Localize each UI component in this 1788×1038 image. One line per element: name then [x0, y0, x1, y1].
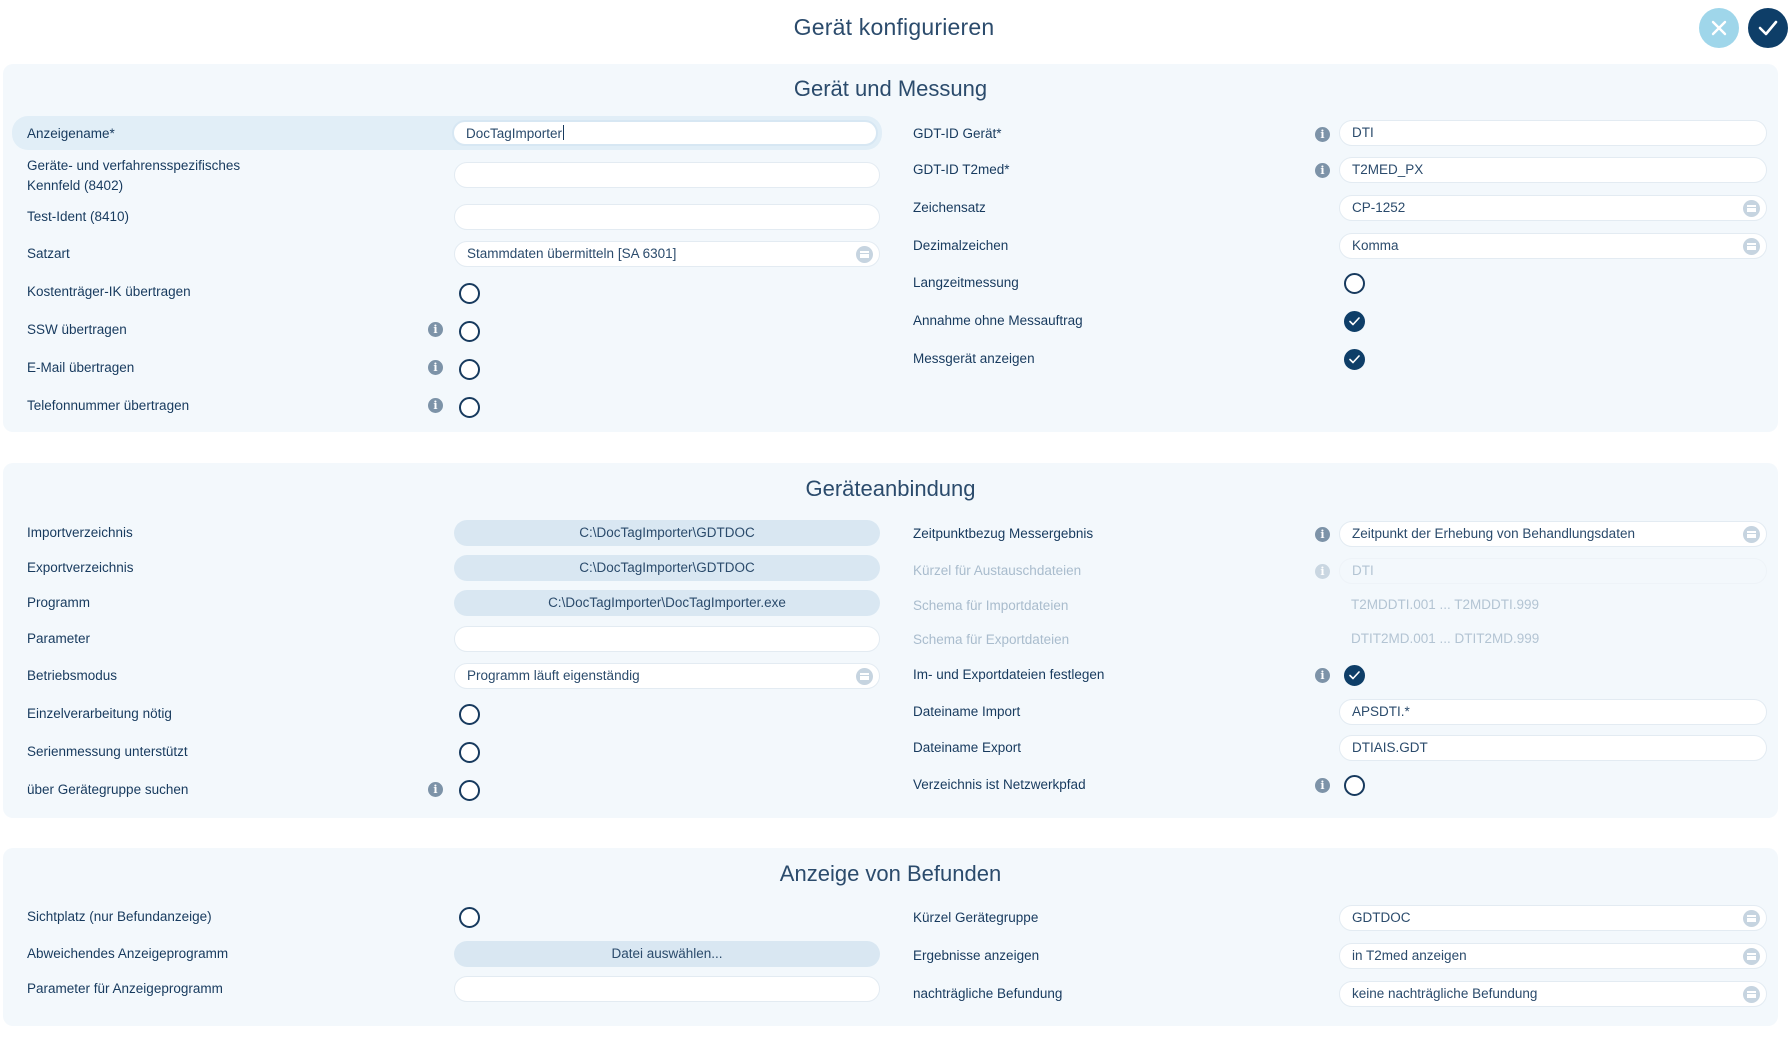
kostentraeger-checkbox[interactable] — [459, 283, 480, 304]
langzeit-checkbox[interactable] — [1344, 273, 1365, 294]
dezimalzeichen-label: Dezimalzeichen — [913, 238, 1009, 253]
einzelverarbeitung-checkbox[interactable] — [459, 704, 480, 725]
importverzeichnis-button[interactable]: C:\DocTagImporter\GDTDOC — [454, 520, 880, 546]
parameter-anzeige-input[interactable] — [454, 976, 880, 1002]
ergebnisse-select[interactable] — [1339, 943, 1767, 969]
dateiname-export-input[interactable]: DTIAIS.GDT — [1339, 735, 1767, 761]
ergebnisse-value: in T2med anzeigen — [1352, 948, 1467, 963]
email-checkbox[interactable] — [459, 359, 480, 380]
confirm-button[interactable] — [1748, 8, 1788, 48]
betriebsmodus-value: Programm läuft eigenständig — [467, 668, 640, 683]
datei-auswaehlen-button[interactable]: Datei auswählen... — [454, 941, 880, 967]
section-title: Anzeige von Befunden — [779, 861, 1002, 886]
checkmark-icon — [1349, 671, 1360, 680]
info-icon[interactable]: i — [428, 322, 443, 337]
gdt-geraet-label: GDT-ID Gerät* — [913, 126, 1002, 141]
messgeraet-checkbox[interactable] — [1344, 349, 1365, 370]
section-geraet-und-messung — [3, 64, 1778, 432]
geraetegruppe-label: über Gerätegruppe suchen — [27, 782, 189, 797]
nachtraeglich-label: nachträgliche Befundung — [913, 986, 1063, 1001]
dropdown-menu-icon — [1743, 948, 1760, 965]
festlegen-label: Im- und Exportdateien festlegen — [913, 667, 1105, 682]
parameter-anzeige-label: Parameter für Anzeigeprogramm — [27, 981, 223, 996]
annahme-label: Annahme ohne Messauftrag — [913, 313, 1083, 328]
schema-import-label: Schema für Importdateien — [913, 598, 1069, 613]
zeichensatz-select[interactable] — [1339, 195, 1767, 221]
kuerzel-geraetegruppe-select[interactable] — [1339, 905, 1767, 931]
dialog-title: Gerät konfigurieren — [793, 14, 995, 40]
serienmessung-label: Serienmessung unterstützt — [27, 744, 188, 759]
info-icon[interactable]: i — [1315, 527, 1330, 542]
anzeigename-label: Anzeigename* — [27, 126, 115, 141]
festlegen-checkbox[interactable] — [1344, 665, 1365, 686]
info-icon[interactable]: i — [1315, 668, 1330, 683]
nachtraeglich-select[interactable] — [1339, 981, 1767, 1007]
dropdown-menu-icon — [856, 246, 873, 263]
dropdown-menu-icon — [1743, 526, 1760, 543]
sichtplatz-label: Sichtplatz (nur Befundanzeige) — [27, 909, 212, 924]
dialog-header — [0, 0, 1788, 60]
info-icon[interactable]: i — [1315, 163, 1330, 178]
langzeit-label: Langzeitmessung — [913, 275, 1019, 290]
text-caret — [563, 125, 564, 140]
dropdown-menu-icon — [1743, 238, 1760, 255]
zeichensatz-label: Zeichensatz — [913, 200, 986, 215]
satzart-select[interactable] — [454, 241, 880, 267]
testident-label: Test-Ident (8410) — [27, 209, 130, 224]
gdt-geraet-input[interactable]: DTI — [1339, 120, 1767, 146]
telefon-checkbox[interactable] — [459, 397, 480, 418]
parameter-input[interactable] — [454, 626, 880, 652]
geraetegruppe-checkbox[interactable] — [459, 780, 480, 801]
anzeigename-value: DocTagImporter — [466, 126, 563, 141]
serienmessung-checkbox[interactable] — [459, 742, 480, 763]
zeichensatz-value: CP-1252 — [1352, 200, 1406, 215]
messgeraet-label: Messgerät anzeigen — [913, 351, 1035, 366]
kuerzel-geraetegruppe-value: GDTDOC — [1352, 910, 1411, 925]
annahme-checkbox[interactable] — [1344, 311, 1365, 332]
dropdown-menu-icon — [1743, 910, 1760, 927]
section-title: Gerät und Messung — [793, 76, 988, 101]
dateiname-import-label: Dateiname Import — [913, 704, 1021, 719]
checkmark-icon — [1349, 317, 1360, 326]
kuerzel-austausch-label: Kürzel für Austauschdateien — [913, 563, 1082, 578]
ssw-checkbox[interactable] — [459, 321, 480, 342]
info-icon[interactable]: i — [428, 398, 443, 413]
info-icon[interactable]: i — [1315, 778, 1330, 793]
kennfeld-label-line2: Kennfeld (8402) — [27, 178, 124, 193]
section-geraeteanbindung — [3, 463, 1778, 818]
programm-label: Programm — [27, 595, 91, 610]
zeitpunkt-label: Zeitpunktbezug Messergebnis — [913, 526, 1094, 541]
dezimalzeichen-value: Komma — [1352, 238, 1399, 253]
kennfeld-input[interactable] — [454, 162, 880, 188]
einzelverarbeitung-label: Einzelverarbeitung nötig — [27, 706, 172, 721]
zeitpunkt-select[interactable] — [1339, 521, 1767, 547]
dropdown-menu-icon — [1743, 986, 1760, 1003]
schema-import-value: T2MDDTI.001 ... T2MDDTI.999 — [1351, 597, 1540, 612]
satzart-value: Stammdaten übermitteln [SA 6301] — [467, 246, 677, 261]
exportverzeichnis-button[interactable]: C:\DocTagImporter\GDTDOC — [454, 555, 880, 581]
cancel-button[interactable] — [1699, 8, 1739, 48]
exportverzeichnis-label: Exportverzeichnis — [27, 560, 134, 575]
gdt-t2med-label: GDT-ID T2med* — [913, 162, 1010, 177]
checkmark-icon — [1757, 17, 1779, 39]
section-title: Geräteanbindung — [805, 476, 976, 501]
gdt-t2med-input[interactable]: T2MED_PX — [1339, 157, 1767, 183]
info-icon[interactable]: i — [428, 360, 443, 375]
netzwerkpfad-checkbox[interactable] — [1344, 775, 1365, 796]
kuerzel-austausch-input: DTI — [1339, 558, 1767, 584]
dropdown-menu-icon — [856, 668, 873, 685]
info-icon[interactable]: i — [428, 782, 443, 797]
zeitpunkt-value: Zeitpunkt der Erhebung von Behandlungsdaten — [1352, 526, 1635, 541]
anzeigeprogramm-label: Abweichendes Anzeigeprogramm — [27, 946, 229, 961]
section-anzeige-von-befunden — [3, 848, 1778, 1026]
netzwerkpfad-label: Verzeichnis ist Netzwerkpfad — [913, 777, 1086, 792]
sichtplatz-checkbox[interactable] — [459, 907, 480, 928]
checkmark-icon — [1349, 355, 1360, 364]
satzart-label: Satzart — [27, 246, 70, 261]
dropdown-menu-icon — [1743, 200, 1760, 217]
parameter-label: Parameter — [27, 631, 91, 646]
importverzeichnis-label: Importverzeichnis — [27, 525, 133, 540]
schema-export-label: Schema für Exportdateien — [913, 632, 1070, 647]
ergebnisse-label: Ergebnisse anzeigen — [913, 948, 1040, 963]
betriebsmodus-label: Betriebsmodus — [27, 668, 118, 683]
anzeigename-input[interactable] — [452, 120, 878, 146]
info-icon: i — [1315, 564, 1330, 579]
kuerzel-geraetegruppe-label: Kürzel Gerätegruppe — [913, 910, 1039, 925]
dateiname-export-label: Dateiname Export — [913, 740, 1022, 755]
kostentraeger-label: Kostenträger-IK übertragen — [27, 284, 191, 299]
nachtraeglich-value: keine nachträgliche Befundung — [1352, 986, 1538, 1001]
info-icon[interactable]: i — [1315, 127, 1330, 142]
kennfeld-label-line1: Geräte- und verfahrensspezifisches — [27, 158, 241, 173]
close-icon — [1710, 19, 1728, 37]
email-label: E-Mail übertragen — [27, 360, 135, 375]
testident-input[interactable] — [454, 204, 880, 230]
schema-export-value: DTIT2MD.001 ... DTIT2MD.999 — [1351, 631, 1540, 646]
betriebsmodus-select[interactable] — [454, 663, 880, 689]
dezimalzeichen-select[interactable] — [1339, 233, 1767, 259]
programm-button[interactable]: C:\DocTagImporter\DocTagImporter.exe — [454, 590, 880, 616]
dateiname-import-input[interactable]: APSDTI.* — [1339, 699, 1767, 725]
telefon-label: Telefonnummer übertragen — [27, 398, 190, 413]
ssw-label: SSW übertragen — [27, 322, 127, 337]
